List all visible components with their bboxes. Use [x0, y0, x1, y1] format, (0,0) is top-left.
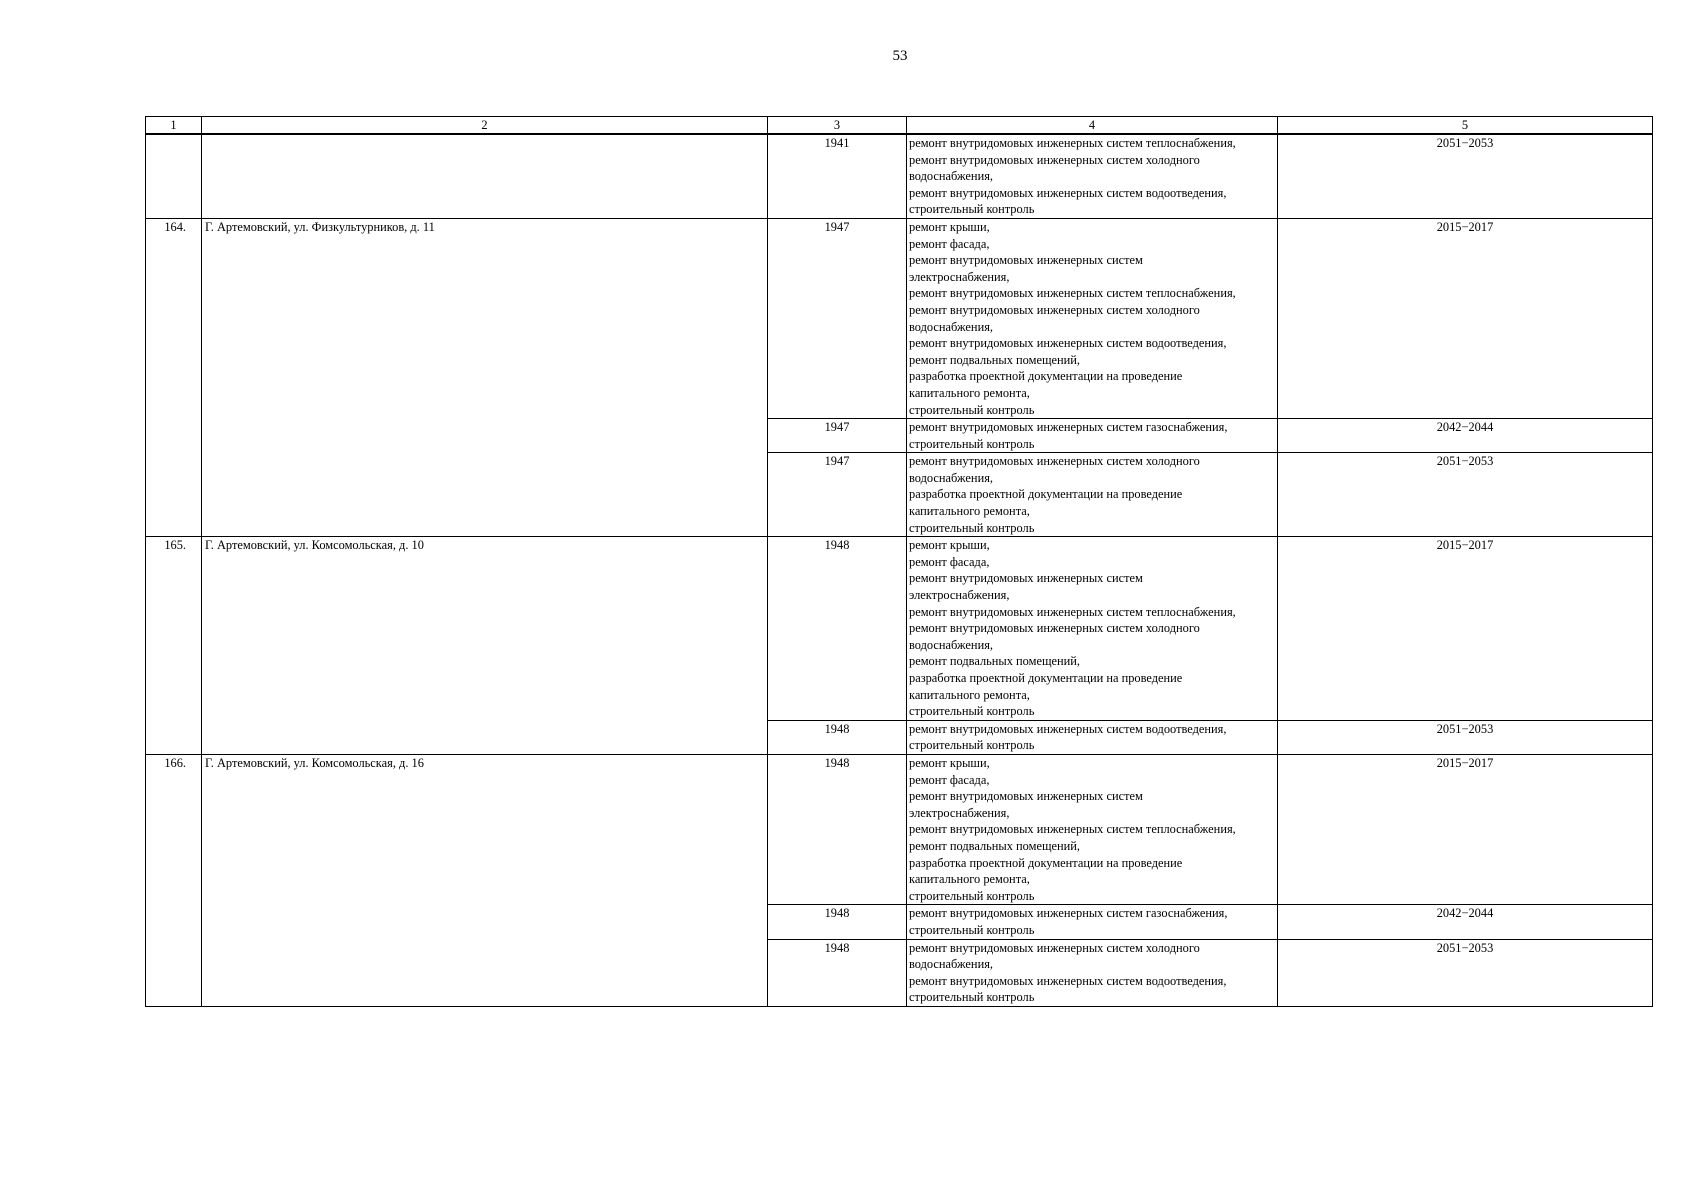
work-item: водоснабжения,: [909, 470, 993, 485]
work-item: ремонт крыши,: [909, 538, 990, 553]
works-list: [907, 939, 1278, 1006]
work-item: водоснабжения,: [909, 957, 993, 972]
works-list: [907, 905, 1278, 939]
table-body: [146, 117, 1653, 1007]
works-list: [907, 754, 1278, 904]
column-number-1: 1: [146, 117, 202, 135]
work-item: ремонт внутридомовых инженерных систем: [909, 253, 1143, 268]
column-number-2: 2: [202, 117, 768, 135]
works-list: [907, 453, 1278, 537]
table-row: [146, 218, 1653, 418]
work-item: капитального ремонта,: [909, 504, 1030, 519]
period-cell: 2015−2017: [1278, 218, 1653, 418]
work-item: ремонт внутридомовых инженерных систем холодного: [909, 302, 1200, 317]
work-item: ремонт внутридомовых инженерных систем газоснабжения,: [909, 420, 1228, 435]
work-item: ремонт внутридомовых инженерных систем холодного: [909, 621, 1200, 636]
work-item: водоснабжения,: [909, 169, 993, 184]
work-item: строительный контроль: [909, 402, 1035, 417]
year-cell: 1947: [768, 419, 907, 453]
work-item: строительный контроль: [909, 738, 1035, 753]
work-item: ремонт внутридомовых инженерных систем холодного: [909, 152, 1200, 167]
record-number-cell: 166.: [146, 754, 202, 1006]
year-cell: 1947: [768, 218, 907, 418]
work-item: ремонт крыши,: [909, 219, 990, 234]
work-item: ремонт подвальных помещений,: [909, 838, 1080, 853]
period-cell: 2051−2053: [1278, 453, 1653, 537]
work-item: ремонт внутридомовых инженерных систем теплоснабжения,: [909, 286, 1236, 301]
work-item: разработка проектной документации на проведение: [909, 671, 1183, 685]
work-item: разработка проектной документации на проведение: [909, 369, 1183, 384]
period-cell: 2015−2017: [1278, 754, 1653, 904]
year-cell: 1948: [768, 939, 907, 1006]
period-cell: 2051−2053: [1278, 720, 1653, 754]
work-item: ремонт внутридомовых инженерных систем водоотведения,: [909, 721, 1227, 736]
work-item: электроснабжения,: [909, 805, 1010, 820]
period-cell: 2042−2044: [1278, 905, 1653, 939]
works-list: [907, 218, 1278, 418]
work-item: ремонт фасада,: [909, 772, 990, 787]
work-item: ремонт фасада,: [909, 236, 990, 251]
capital-repair-table: [145, 116, 1653, 1007]
work-item: ремонт внутридомовых инженерных систем водоотведения,: [909, 973, 1227, 988]
record-number-cell: 164.: [146, 218, 202, 536]
work-item: ремонт внутридомовых инженерных систем водоотведения,: [909, 336, 1227, 351]
work-item: строительный контроль: [909, 888, 1035, 903]
work-item: ремонт внутридомовых инженерных систем холодного: [909, 454, 1200, 469]
year-cell: 1948: [768, 720, 907, 754]
record-number-cell: 165.: [146, 537, 202, 755]
work-item: ремонт внутридомовых инженерных систем холодного: [909, 940, 1200, 955]
year-cell: 1948: [768, 754, 907, 904]
work-item: строительный контроль: [909, 990, 1035, 1005]
work-item: водоснабжения,: [909, 637, 993, 652]
work-item: ремонт внутридомовых инженерных систем: [909, 789, 1143, 804]
page-number: 53: [892, 48, 908, 64]
table-row: [146, 537, 1653, 721]
works-list: [907, 537, 1278, 721]
work-item: ремонт внутридомовых инженерных систем теплоснабжения,: [909, 136, 1236, 150]
year-cell: 1947: [768, 453, 907, 537]
work-item: ремонт внутридомовых инженерных систем водоотведения,: [909, 185, 1227, 200]
work-item: ремонт внутридомовых инженерных систем теплоснабжения,: [909, 604, 1236, 619]
year-cell: 1948: [768, 905, 907, 939]
work-item: ремонт фасада,: [909, 554, 990, 569]
work-item: строительный контроль: [909, 202, 1035, 217]
work-item: строительный контроль: [909, 520, 1035, 535]
work-item: разработка проектной документации на проведение: [909, 855, 1183, 870]
works-list: [907, 134, 1278, 218]
period-cell: 2042−2044: [1278, 419, 1653, 453]
column-number-3: 3: [768, 117, 907, 135]
work-item: электроснабжения,: [909, 588, 1010, 603]
record-number-cell: [146, 134, 202, 218]
works-list: [907, 419, 1278, 453]
work-item: разработка проектной документации на проведение: [909, 487, 1183, 502]
work-item: строительный контроль: [909, 922, 1035, 937]
year-cell: 1941: [768, 134, 907, 218]
work-item: ремонт внутридомовых инженерных систем: [909, 571, 1143, 586]
work-item: ремонт подвальных помещений,: [909, 654, 1080, 669]
address-cell: Г. Артемовский, ул. Комсомольская, д. 16: [202, 754, 768, 1006]
column-number-4: 4: [907, 117, 1278, 135]
work-item: ремонт внутридомовых инженерных систем теплоснабжения,: [909, 822, 1236, 837]
year-cell: 1948: [768, 537, 907, 721]
work-item: капитального ремонта,: [909, 872, 1030, 887]
table-row: [146, 754, 1653, 904]
work-item: капитального ремонта,: [909, 687, 1030, 702]
address-cell: Г. Артемовский, ул. Физкультурников, д. 11: [202, 218, 768, 536]
works-list: [907, 720, 1278, 754]
work-item: ремонт подвальных помещений,: [909, 352, 1080, 367]
period-cell: 2051−2053: [1278, 134, 1653, 218]
work-item: ремонт крыши,: [909, 755, 990, 770]
address-cell: [202, 134, 768, 218]
column-number-row: [146, 117, 1653, 135]
period-cell: 2015−2017: [1278, 537, 1653, 721]
work-item: водоснабжения,: [909, 319, 993, 334]
address-cell: Г. Артемовский, ул. Комсомольская, д. 10: [202, 537, 768, 755]
work-item: капитального ремонта,: [909, 385, 1030, 400]
work-item: электроснабжения,: [909, 269, 1010, 284]
period-cell: 2051−2053: [1278, 939, 1653, 1006]
work-item: строительный контроль: [909, 436, 1035, 451]
column-number-5: 5: [1278, 117, 1653, 135]
work-item: ремонт внутридомовых инженерных систем газоснабжения,: [909, 906, 1228, 921]
continuation-row: [146, 134, 1653, 218]
work-item: строительный контроль: [909, 704, 1035, 719]
